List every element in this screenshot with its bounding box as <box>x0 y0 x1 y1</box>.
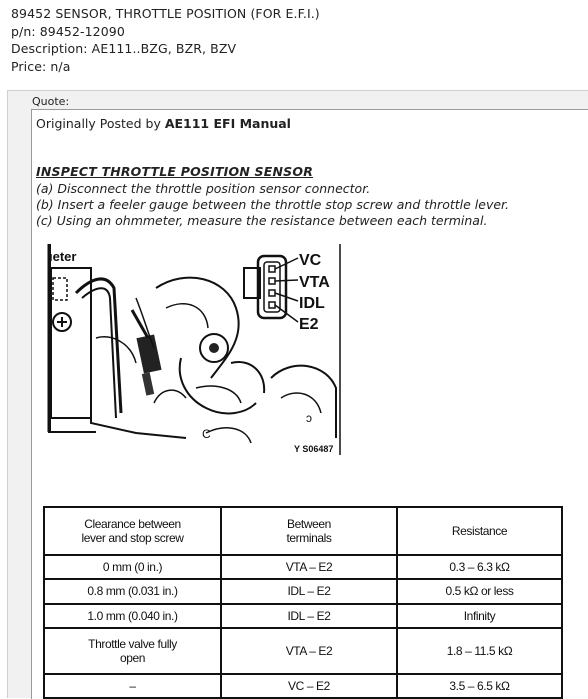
table-row <box>44 628 562 674</box>
header-clearance-line2: lever and stop screw <box>81 531 184 546</box>
resistance-table <box>43 506 563 699</box>
cell-terminals: VC – E2 <box>221 674 397 698</box>
table-row <box>44 555 562 579</box>
quote-author: AE111 EFI Manual <box>164 116 291 131</box>
header-terminals-line1: Between <box>287 517 331 532</box>
terminal-vta-label: VTA <box>299 274 330 291</box>
header-clearance-line1: Clearance between <box>84 517 181 532</box>
quote-label: Quote: <box>32 95 70 108</box>
cell-resistance: 3.5 – 6.5 kΩ <box>397 674 562 698</box>
inspect-heading: INSPECT THROTTLE POSITION SENSOR <box>36 164 314 179</box>
part-info <box>11 5 320 75</box>
quote-container <box>7 90 588 698</box>
cell-clearance-line2: open <box>119 650 146 665</box>
cell-clearance: 0.8 mm (0.031 in.) <box>44 579 221 603</box>
cell-clearance <box>44 628 221 674</box>
step-b: (b) Insert a feeler gauge between the throttle stop screw and throttle lever. <box>36 197 509 212</box>
cell-clearance: 1.0 mm (0.040 in.) <box>44 604 221 628</box>
quote-box <box>31 109 588 699</box>
cell-clearance: – <box>44 674 221 698</box>
table-row <box>44 604 562 628</box>
cell-terminals: IDL – E2 <box>221 604 397 628</box>
table-header-row <box>44 507 562 555</box>
header-terminals <box>221 507 397 555</box>
part-price: Price: n/a <box>11 58 71 74</box>
terminal-vc-label: VC <box>299 252 322 269</box>
cell-terminals: VTA – E2 <box>221 555 397 579</box>
part-title: 89452 SENSOR, THROTTLE POSITION (FOR E.F.I.) <box>11 6 320 21</box>
table-row <box>44 579 562 603</box>
posted-by-prefix: Originally Posted by <box>36 116 165 131</box>
part-number: p/n: 89452-12090 <box>11 23 125 39</box>
step-c: (c) Using an ohmmeter, measure the resistance between each terminal. <box>36 213 488 228</box>
cell-resistance: 0.3 – 6.3 kΩ <box>397 555 562 579</box>
posted-by-line <box>36 116 291 131</box>
cell-terminals: VTA – E2 <box>221 628 397 674</box>
svg-text:C: C <box>202 427 211 441</box>
header-terminals-line2: terminals <box>286 531 332 546</box>
cell-clearance: 0 mm (0 in.) <box>44 555 221 579</box>
terminal-e2-label: E2 <box>299 316 319 333</box>
throttle-sensor-figure <box>36 238 342 457</box>
figure-code: Y S06487 <box>294 444 334 454</box>
cell-terminals: IDL – E2 <box>221 579 397 603</box>
step-a: (a) Disconnect the throttle position sensor connector. <box>36 181 371 196</box>
terminal-idl-label: IDL <box>299 295 325 312</box>
cell-resistance: Infinity <box>397 604 562 628</box>
cell-resistance: 1.8 – 11.5 kΩ <box>397 628 562 674</box>
cell-resistance: 0.5 kΩ or less <box>397 579 562 603</box>
part-description: Description: AE111..BZG, BZR, BZV <box>11 41 237 56</box>
svg-text:ɔ: ɔ <box>306 411 312 425</box>
header-resistance: Resistance <box>397 507 562 555</box>
meter-label: ıeter <box>49 249 77 264</box>
cell-clearance-line1: Throttle valve fully <box>88 636 177 651</box>
table-row <box>44 674 562 698</box>
header-clearance <box>44 507 221 555</box>
